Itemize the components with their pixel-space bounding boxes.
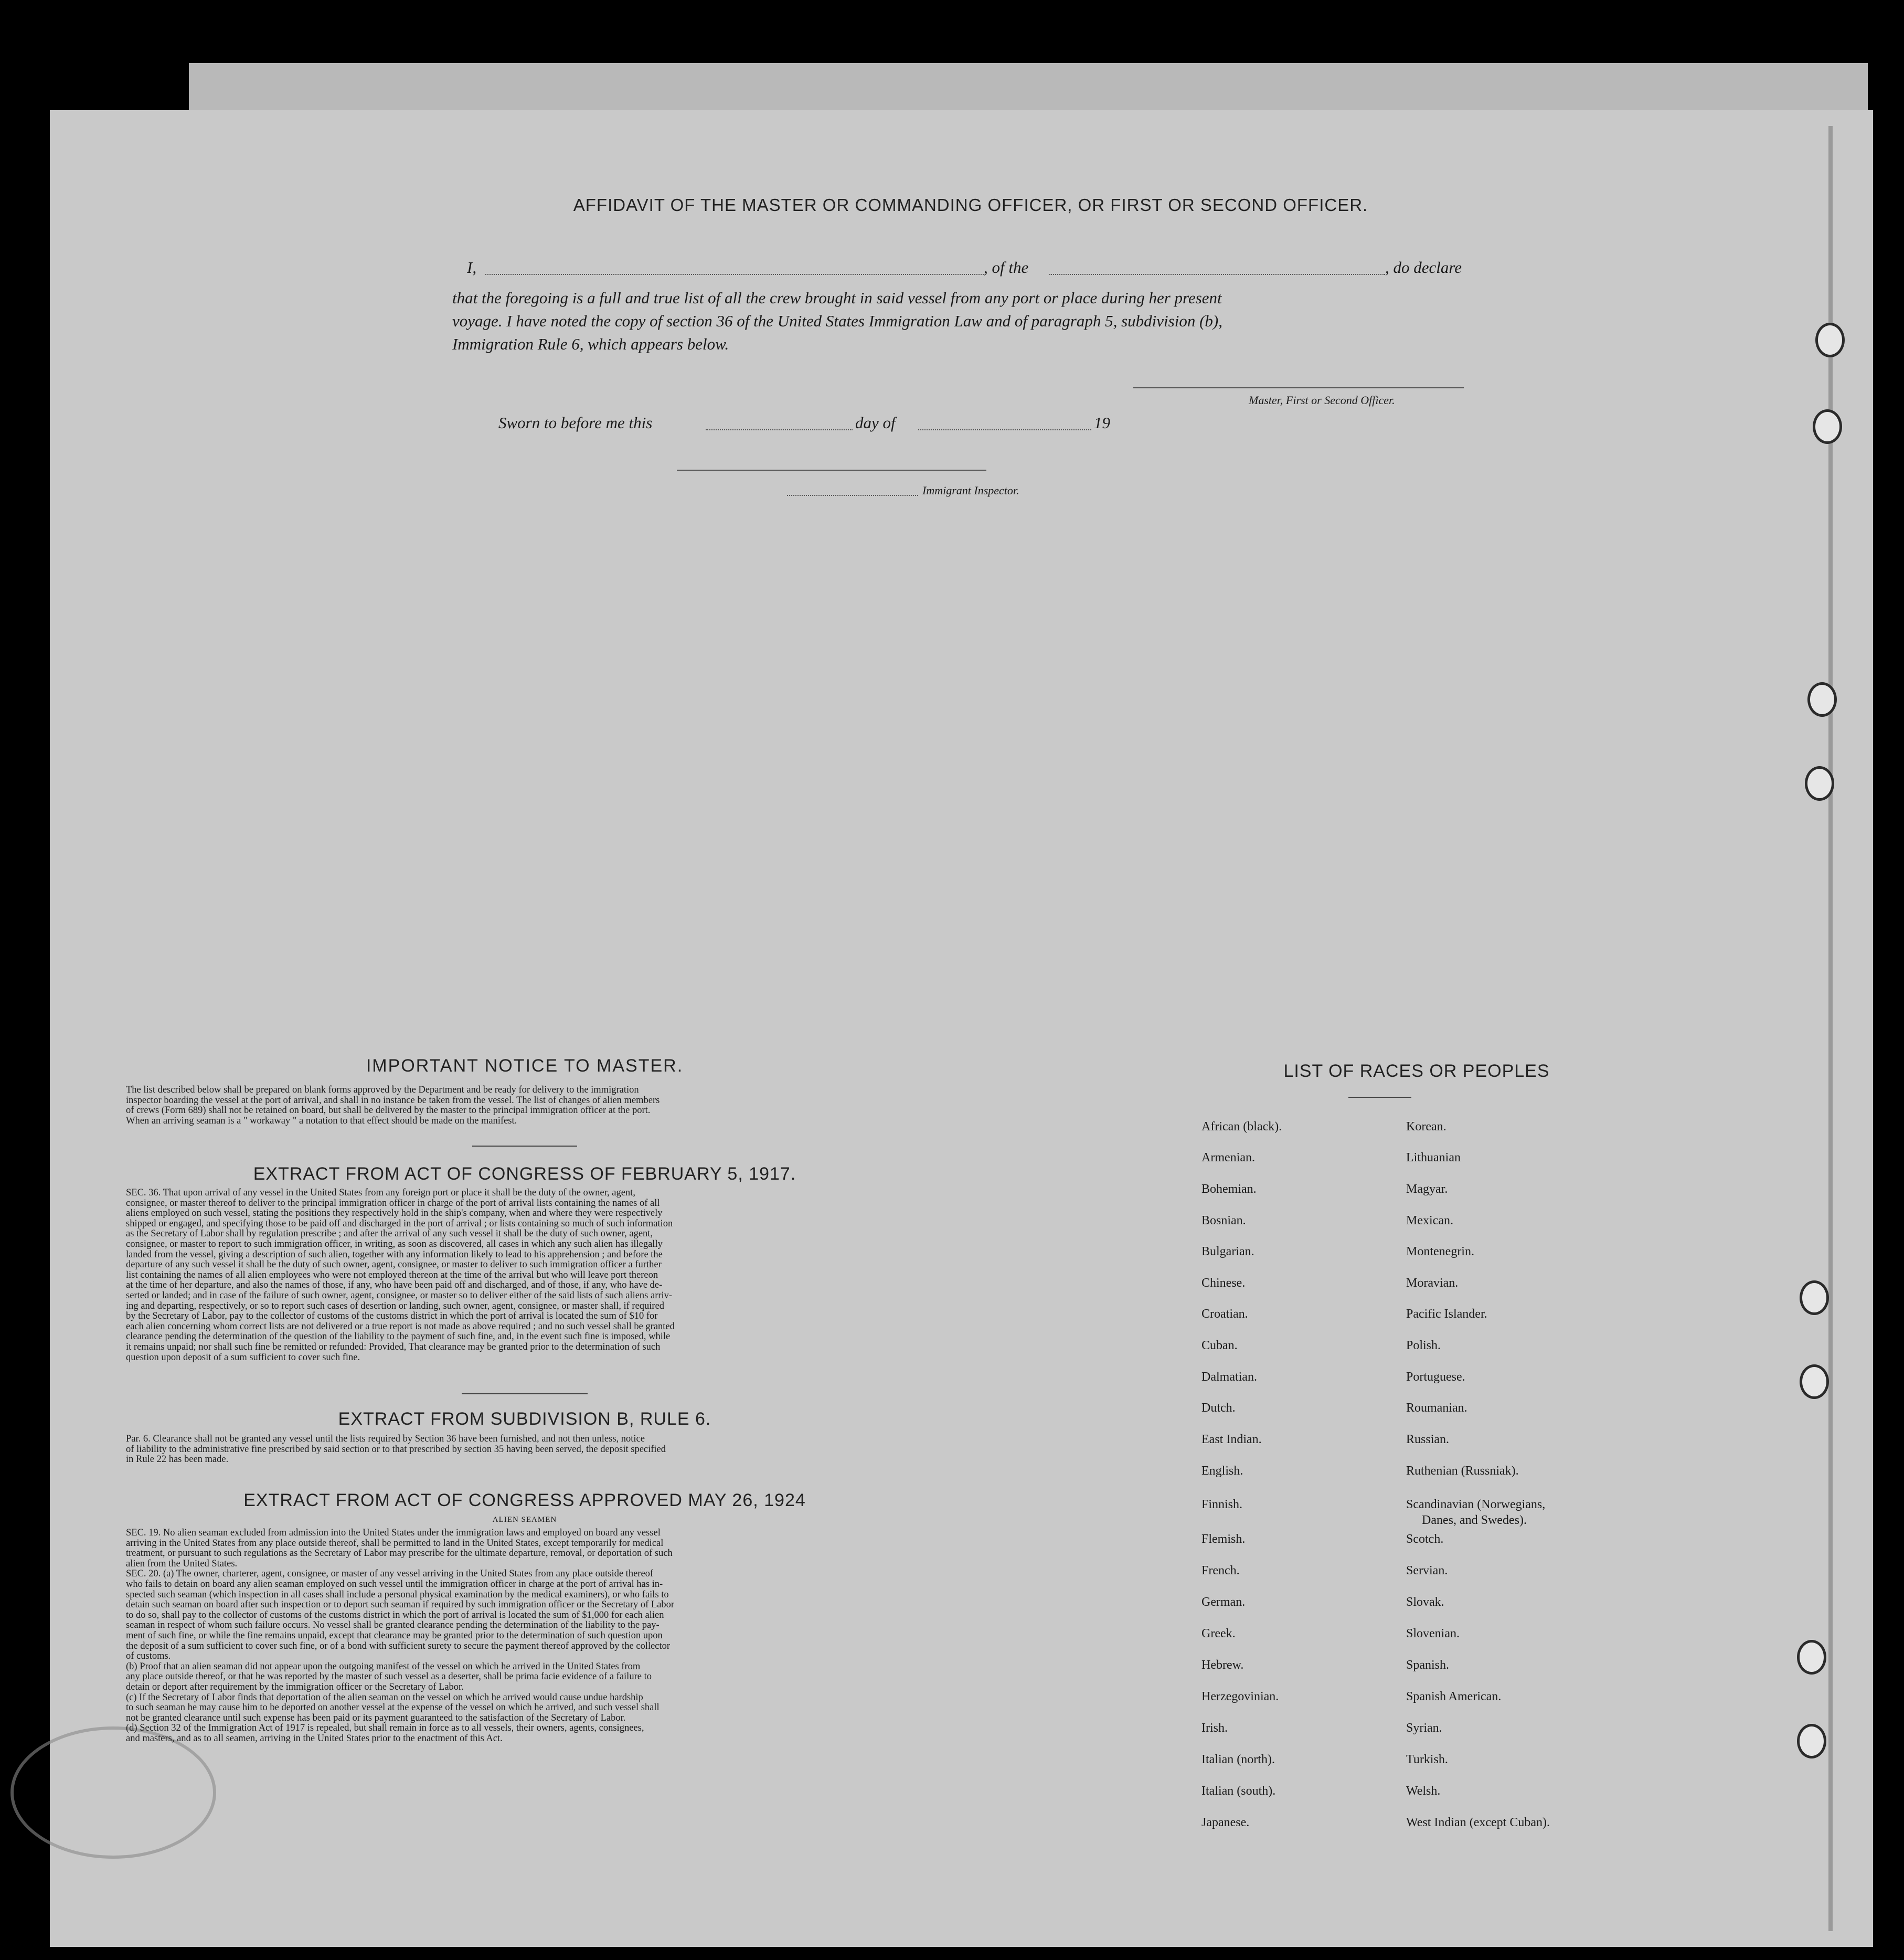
race-item: German. [1201,1595,1246,1609]
race-item: Scotch. [1406,1532,1444,1546]
race-item: Montenegrin. [1406,1245,1474,1258]
text-line: landed from the vessel, giving a description of such alien, together with any information likely to lead to his apprehension ; and before the [126,1249,663,1260]
race-item: Bohemian. [1201,1182,1257,1196]
race-item: French. [1201,1564,1240,1577]
text-line: arriving in the United States from any place outside thereof, shall be permitted to land in the United States, except temporarily for medical [126,1538,664,1549]
race-item: Polish. [1406,1339,1441,1352]
text-line: clearance pending the determination of the question of the liability to the payment of such fine, and, in the event such fine is imposed, while [126,1331,671,1342]
punch-hole [1807,682,1837,717]
text-line: to do so, shall pay to the collector of customs of the customs district in which the port of arrival is located the sum of $1,000 for each alien [126,1609,664,1620]
race-item: Hebrew. [1201,1658,1244,1672]
race-item: Japanese. [1201,1816,1250,1829]
punch-hole [1813,409,1842,444]
notice-line: of crews (Form 689) shall not be retained on board, but shall be delivered by the master to the principal immigration officer at the port. [126,1105,651,1116]
text-line: treatment, or pursuant to such regulations as the Secretary of Labor may prescribe for the ultimate departure, removal, or deportation of such [126,1548,673,1559]
notice-line: inspector boarding the vessel at the port of arrival, and shall in no instance be taken from the vessel. The list of changes of alien members [126,1095,660,1106]
race-item: Spanish. [1406,1658,1450,1672]
text-line: by the Secretary of Labor, pay to the collector of customs of the customs district in which the port of arrival is located the sum of $10 for [126,1311,658,1322]
text-line: SEC. 36. That upon arrival of any vessel in the United States from any foreign port or place it shall be the duty of the owner, agent, [126,1188,635,1198]
race-item: African (black). [1201,1120,1282,1133]
day-blank [706,429,853,430]
extract-rule6-title: EXTRACT FROM SUBDIVISION B, RULE 6. [338,1409,711,1429]
page-edge [1828,126,1833,1931]
race-item: Slovak. [1406,1595,1444,1609]
race-item: Mexican. [1406,1214,1453,1227]
text-line: (d) Section 32 of the Immigration Act of 1917 is repealed, but shall remain in force as to all vessels, their owners, agents, consignees, [126,1723,644,1734]
master-signature-line [1133,387,1464,388]
sworn-year: 19 [1094,414,1110,432]
text-line: departure of any such vessel it shall be the duty of such owner, agent, consignee, or master to deliver to such immigration officer a further [126,1259,662,1270]
race-item: Bulgarian. [1201,1245,1254,1258]
vessel-blank [1049,274,1385,275]
master-signature-label: Master, First or Second Officer. [1249,394,1395,407]
race-item: Korean. [1406,1120,1446,1133]
text-line: question upon deposit of a sum sufficient to cover such fine. [126,1352,360,1363]
race-item: Pacific Islander. [1406,1307,1487,1321]
text-line: in Rule 22 has been made. [126,1454,229,1465]
punch-hole [1797,1724,1826,1758]
notice-title: IMPORTANT NOTICE TO MASTER. [366,1056,684,1076]
race-item: Finnish. [1201,1498,1243,1511]
notice-line: When an arriving seaman is a " workaway " a notation to that effect should be made on the manifest. [126,1115,517,1126]
race-item: English. [1201,1464,1243,1478]
inspector-signature-line [677,470,986,471]
race-item: Russian. [1406,1433,1450,1446]
text-line: and masters, and as to all seamen, arriving in the United States prior to the enactment of this Act. [126,1733,503,1744]
race-item: Irish. [1201,1721,1228,1735]
race-item: Portuguese. [1406,1370,1465,1384]
affidavit-of-the: , of the [984,258,1029,277]
text-line: Par. 6. Clearance shall not be granted any vessel until the lists required by Section 36 have been furnished, and not then unless, notice [126,1434,645,1444]
punch-hole [1800,1364,1829,1399]
text-line: as the Secretary of Labor shall by regulation prescribe ; and after the arrival of any such vessel it shall be the duty of such owner, agent, [126,1228,653,1239]
race-item: Spanish American. [1406,1690,1502,1703]
punch-hole [1800,1280,1829,1315]
punch-hole [1797,1640,1826,1675]
text-line: serted or landed; and in case of the failure of such owner, agent, consignee, or master so to deliver either of the said lists of such aliens arriv- [126,1290,673,1301]
text-line: ing and departing, respectively, or so to report such cases of desertion or landing, such owner, agent, consignee, or master shall, if required [126,1300,665,1311]
faded-stamp [10,1726,216,1859]
divider [462,1393,588,1394]
race-item: Syrian. [1406,1721,1442,1735]
race-item: Chinese. [1201,1276,1246,1290]
text-line: who fails to detain on board any alien seaman employed on such vessel until the immigration officer in charge at the port of arrival has in- [126,1578,663,1590]
affidavit-do-declare: , do declare [1385,258,1462,277]
text-line: (b) Proof that an alien seaman did not appear upon the outgoing manifest of the vessel on which he arrived in the United States from [126,1661,641,1672]
race-item: Armenian. [1201,1151,1255,1164]
race-item: Scandinavian (Norwegians, [1406,1498,1546,1511]
sworn-day-of: day of [855,414,896,432]
race-item: East Indian. [1201,1433,1262,1446]
name-blank [485,274,984,275]
sworn-prefix: Sworn to before me this [498,414,653,432]
text-line: SEC. 20. (a) The owner, charterer, agent, consignee, or master of any vessel arriving in the United States from any place outside thereof [126,1569,654,1580]
text-line: it remains unpaid; nor shall such fine be remitted or refunded: Provided, That clearance may be granted prior to the determination of such [126,1341,661,1352]
race-item: Dutch. [1201,1401,1236,1415]
text-line: detain or deport after requirement by the immigration officer or the Secretary of Labor. [126,1681,464,1692]
race-item: Magyar. [1406,1182,1448,1196]
text-line: of customs. [126,1651,171,1662]
race-item: Roumanian. [1406,1401,1467,1415]
race-item: Moravian. [1406,1276,1459,1290]
inspector-dotted-line [787,495,918,496]
affidavit-line-3: voyage. I have noted the copy of section 36 of the United States Immigration Law and of paragraph 5, subdivision (b), [452,312,1222,330]
affidavit-line-2: that the foregoing is a full and true list of all the crew brought in said vessel from any port or place during her present [452,289,1222,307]
text-line: consignee, or master thereof to deliver to the principal immigration officer in charge of the port of arrival lists containing the names of all [126,1198,660,1209]
divider [1348,1097,1411,1098]
notice-text [126,1085,923,1126]
race-item: Croatian. [1201,1307,1248,1321]
text-line: spected such seaman (which inspection in all cases shall include a personal physical examination by the medical examiners), or who fails to [126,1589,669,1600]
race-item: Greek. [1201,1627,1236,1640]
extract-1924-text [126,1528,923,1744]
race-item: Ruthenian (Russniak). [1406,1464,1519,1478]
race-item: Danes, and Swedes). [1422,1513,1527,1527]
text-line: each alien concerning whom correct lists are not delivered or a true report is not made as above required ; and no such vessel shall be granted [126,1321,675,1332]
text-line: list containing the names of all alien employees who were not employed thereon at the time of the arrival but who will leave port thereon [126,1269,658,1280]
divider [472,1146,577,1147]
extract-1924-title: EXTRACT FROM ACT OF CONGRESS APPROVED MAY 26, 1924 [243,1490,806,1510]
month-blank [918,429,1091,430]
race-item: Flemish. [1201,1532,1246,1546]
text-line: at the time of her departure, and also the names of those, if any, who have been paid off and discharged, and of those, if any, who have de- [126,1280,663,1291]
text-line: (c) If the Secretary of Labor finds that deportation of the alien seaman on the vessel on which he arrived would cause undue hardship [126,1692,643,1703]
text-line: detain such seaman on board after such inspection or to deport such seaman if required by such immigration officer or the Secretary of Labor [126,1599,675,1611]
text-line: SEC. 19. No alien seaman excluded from admission into the United States under the immigration laws and employed on board any vessel [126,1528,661,1538]
race-item: Servian. [1406,1564,1448,1577]
race-item: Welsh. [1406,1784,1441,1798]
race-item: Italian (north). [1201,1753,1275,1766]
extract-1917-title: EXTRACT FROM ACT OF CONGRESS OF FEBRUARY 5, 1917. [253,1164,796,1184]
punch-hole [1805,766,1834,801]
race-item: Herzegovinian. [1201,1690,1279,1703]
text-line: shipped or engaged, and specifying those to be paid off and discharged in the port of arrival ; or lists containing so much of such information [126,1218,673,1229]
text-line: alien from the United States. [126,1558,238,1569]
race-item: Slovenian. [1406,1627,1460,1640]
race-item: Cuban. [1201,1339,1238,1352]
alien-seamen-subtitle: ALIEN SEAMEN [492,1516,557,1524]
race-item: West Indian (except Cuban). [1406,1816,1550,1829]
race-item: Dalmatian. [1201,1370,1257,1384]
text-line: the deposit of a sum sufficient to cover such fine, or of a bond with sufficient surety to secure the payment thereof approved by the collector [126,1640,671,1651]
race-item: Italian (south). [1201,1784,1276,1798]
text-line: any place outside thereof, or that he was reported by the master of such vessel as a deserter, shall be prima facie evidence of a failure to [126,1671,652,1682]
extract-1917-text [126,1188,923,1363]
text-line: consignee, or master to report to such immigration officer, in writing, as soon as discovered, all cases in which any such alien has illegally [126,1238,663,1249]
text-line: not be granted clearance until such expense has been paid or its payment guaranteed to the satisfaction of the Secretary of Labor. [126,1712,626,1723]
text-line: aliens employed on such vessel, stating the positions they respectively hold in the ship's company, when and where they were respectively [126,1208,663,1219]
notice-line: The list described below shall be prepared on blank forms approved by the Department and be ready for delivery to the immigration [126,1085,639,1095]
text-line: seaman in respect of whom such failure occurs. No vessel shall be granted clearance pending the determination of the liability to the pay- [126,1620,660,1631]
inspector-label: Immigrant Inspector. [922,484,1019,497]
affidavit-line-4: Immigration Rule 6, which appears below. [452,335,729,353]
text-line: of liability to the administrative fine prescribed by said section or to that prescribed by section 35 having been served, the deposit specified [126,1444,666,1455]
race-item: Lithuanian [1406,1151,1461,1164]
punch-hole [1815,323,1845,357]
affidavit-i: I, [467,258,477,277]
extract-rule6-text [126,1434,923,1465]
races-title: LIST OF RACES OR PEOPLES [1283,1061,1550,1081]
race-item: Bosnian. [1201,1214,1246,1227]
text-line: ment of such fine, or while the fine remains unpaid, except that clearance may be granted prior to the determination of such question upon [126,1630,663,1641]
race-item: Turkish. [1406,1753,1448,1766]
text-line: to such seaman he may cause him to be deported on another vessel at the expense of the vessel on which he arrived, and such vessel shall [126,1702,660,1713]
affidavit-title: AFFIDAVIT OF THE MASTER OR COMMANDING OFFICER, OR FIRST OR SECOND OFFICER. [573,195,1368,215]
